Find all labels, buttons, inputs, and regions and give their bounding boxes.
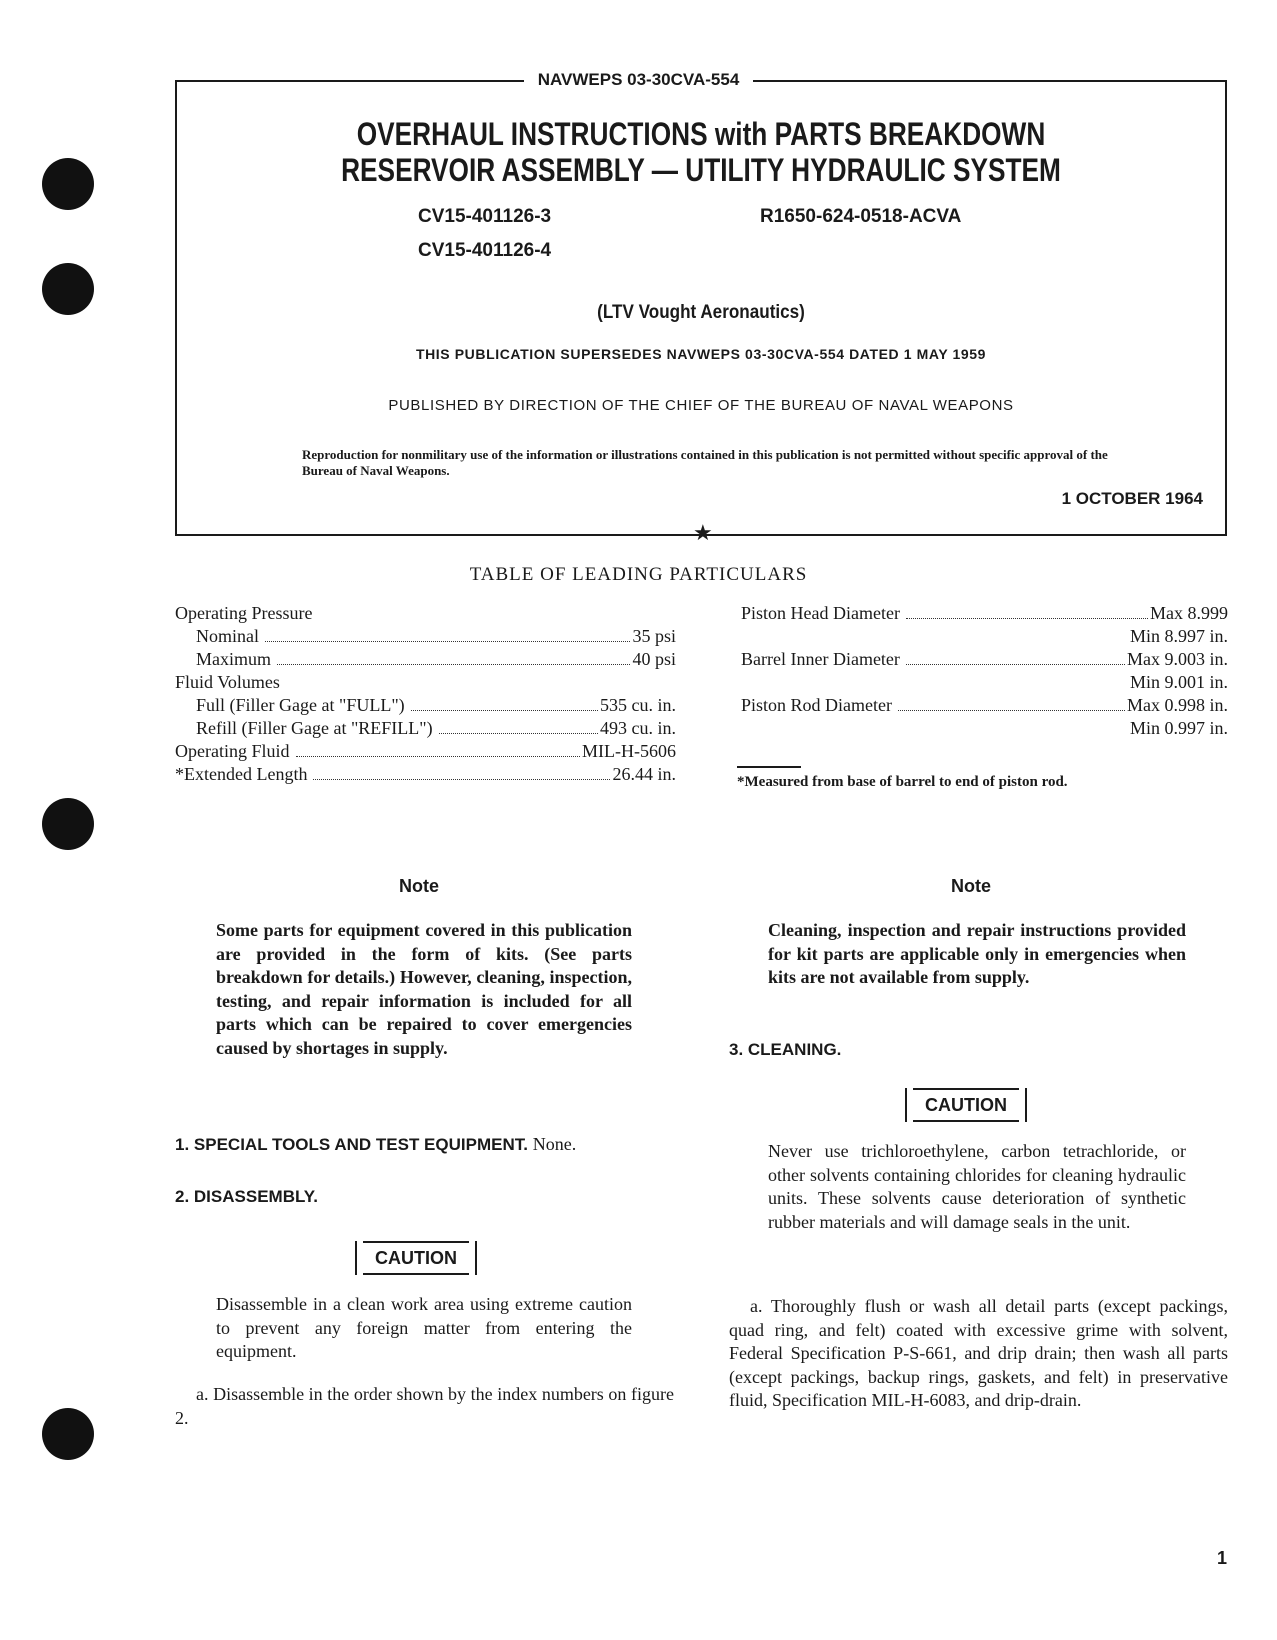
barrel-row (741, 649, 1228, 670)
fluid-volumes-label: Fluid Volumes (175, 672, 280, 692)
full-value: 535 cu. in. (600, 695, 676, 715)
refill-row (196, 718, 676, 739)
barrel-min: Min 9.001 in. (1129, 672, 1228, 692)
title-line-2: RESERVOIR ASSEMBLY — UTILITY HYDRAULIC SYSTEM (341, 152, 1061, 188)
supersedes-notice: THIS PUBLICATION SUPERSEDES NAVWEPS 03-30CVA-554 DATED 1 MAY 1959 (415, 346, 987, 362)
step-a-left: a. Disassemble in the order shown by the index numbers on figure 2. (175, 1384, 674, 1428)
nominal-row (196, 626, 676, 647)
extended-length-row (175, 764, 676, 785)
nominal-value: 35 psi (632, 626, 676, 646)
rod-row (741, 695, 1228, 716)
full-row (196, 695, 676, 716)
refill-value: 493 cu. in. (600, 718, 676, 738)
nominal-label: Nominal (196, 626, 259, 646)
reproduction-notice: Reproduction for nonmilitary use of the information or illustrations contained in this publication is not permitted without specific approval of the Bureau of Naval Weapons. (302, 447, 1108, 478)
maximum-row (196, 649, 676, 670)
extended-length-value: 26.44 in. (612, 764, 676, 784)
section-1-tail: None. (532, 1134, 577, 1154)
rod-min: Min 0.997 in. (1129, 718, 1228, 738)
rod-max: Max 0.998 in. (1127, 695, 1228, 715)
barrel-label: Barrel Inner Diameter (741, 649, 900, 669)
section-1-heading (175, 1134, 576, 1155)
page-number: 1 (1216, 1548, 1227, 1568)
particulars-title: TABLE OF LEADING PARTICULARS (469, 564, 808, 585)
note-text-right: Cleaning, inspection and repair instructions provided for kit parts are applicable only in emergencies when kits are not available from supply. (768, 920, 1186, 987)
fluid-label: Operating Fluid (175, 741, 290, 761)
piston-head-row (741, 603, 1228, 624)
published-by: PUBLISHED BY DIRECTION OF THE CHIEF OF THE BUREAU OF NAVAL WEAPONS (388, 397, 1014, 414)
extended-length-label: *Extended Length (175, 764, 308, 784)
star-icon: ★ (693, 520, 713, 545)
step-a-right: a. Thoroughly flush or wash all detail parts (except packings, quad ring, and felt) coated with excessive grime with solvent, Federal Specification P-S-661, and drip drain; then wash all parts (except packings, backup rings, gaskets, and felt) in preservative fluid, Specification MIL-H-6083, and drip-drain. (729, 1296, 1228, 1410)
note-heading-right: Note (951, 876, 991, 896)
binder-hole (42, 263, 94, 315)
barrel-max: Max 9.003 in. (1127, 649, 1228, 669)
refill-label: Refill (Filler Gage at "REFILL") (196, 718, 433, 738)
rod-label: Piston Rod Diameter (741, 695, 892, 715)
maximum-label: Maximum (196, 649, 271, 669)
caution-box-right: CAUTION (905, 1088, 1027, 1122)
caution-box-left: CAUTION (355, 1241, 477, 1275)
reference-code: R1650-624-0518-ACVA (760, 206, 962, 227)
title-line-1: OVERHAUL INSTRUCTIONS with PARTS BREAKDOWN (356, 116, 1046, 152)
part-number-2: CV15-401126-4 (418, 240, 552, 261)
piston-head-min: Min 8.997 in. (1129, 626, 1228, 646)
caution-text-left: Disassemble in a clean work area using extreme caution to prevent any foreign matter from entering the equipment. (216, 1294, 632, 1361)
piston-head-label: Piston Head Diameter (741, 603, 900, 623)
maximum-value: 40 psi (632, 649, 676, 669)
part-number-1: CV15-401126-3 (418, 206, 552, 227)
publication-number: NAVWEPS 03-30CVA-554 (0, 70, 1277, 90)
publication-date: 1 OCTOBER 1964 (1061, 489, 1203, 508)
section-2-heading: 2. DISASSEMBLY. (175, 1187, 318, 1206)
manufacturer: (LTV Vought Aeronautics) (597, 302, 805, 323)
piston-head-max: Max 8.999 (1150, 603, 1228, 623)
note-text-left: Some parts for equipment covered in this publication are provided in the form of kits. (See parts breakdown for details.) However, cleaning, inspection, testing, and repair information is included for all parts which can be repaired to cover emergencies caused by shortages in supply. (216, 920, 632, 1058)
binder-hole (42, 1408, 94, 1460)
full-label: Full (Filler Gage at "FULL") (196, 695, 405, 715)
binder-hole (42, 158, 94, 210)
footnote: *Measured from base of barrel to end of piston rod. (737, 774, 1068, 790)
operating-pressure-label: Operating Pressure (175, 603, 313, 623)
section-3-heading: 3. CLEANING. (729, 1040, 842, 1059)
caution-text-right: Never use trichloroethylene, carbon tetrachloride, or other solvents containing chlorides for cleaning hydraulic units. These solvents cause deterioration of synthetic rubber materials and will damage seals in the unit. (768, 1141, 1186, 1232)
note-heading-left: Note (399, 876, 439, 896)
section-1-title: 1. SPECIAL TOOLS AND TEST EQUIPMENT. (175, 1135, 528, 1154)
fluid-row (175, 741, 676, 762)
fluid-value: MIL-H-5606 (582, 741, 676, 761)
binder-hole (42, 798, 94, 850)
footnote-rule (737, 766, 801, 768)
